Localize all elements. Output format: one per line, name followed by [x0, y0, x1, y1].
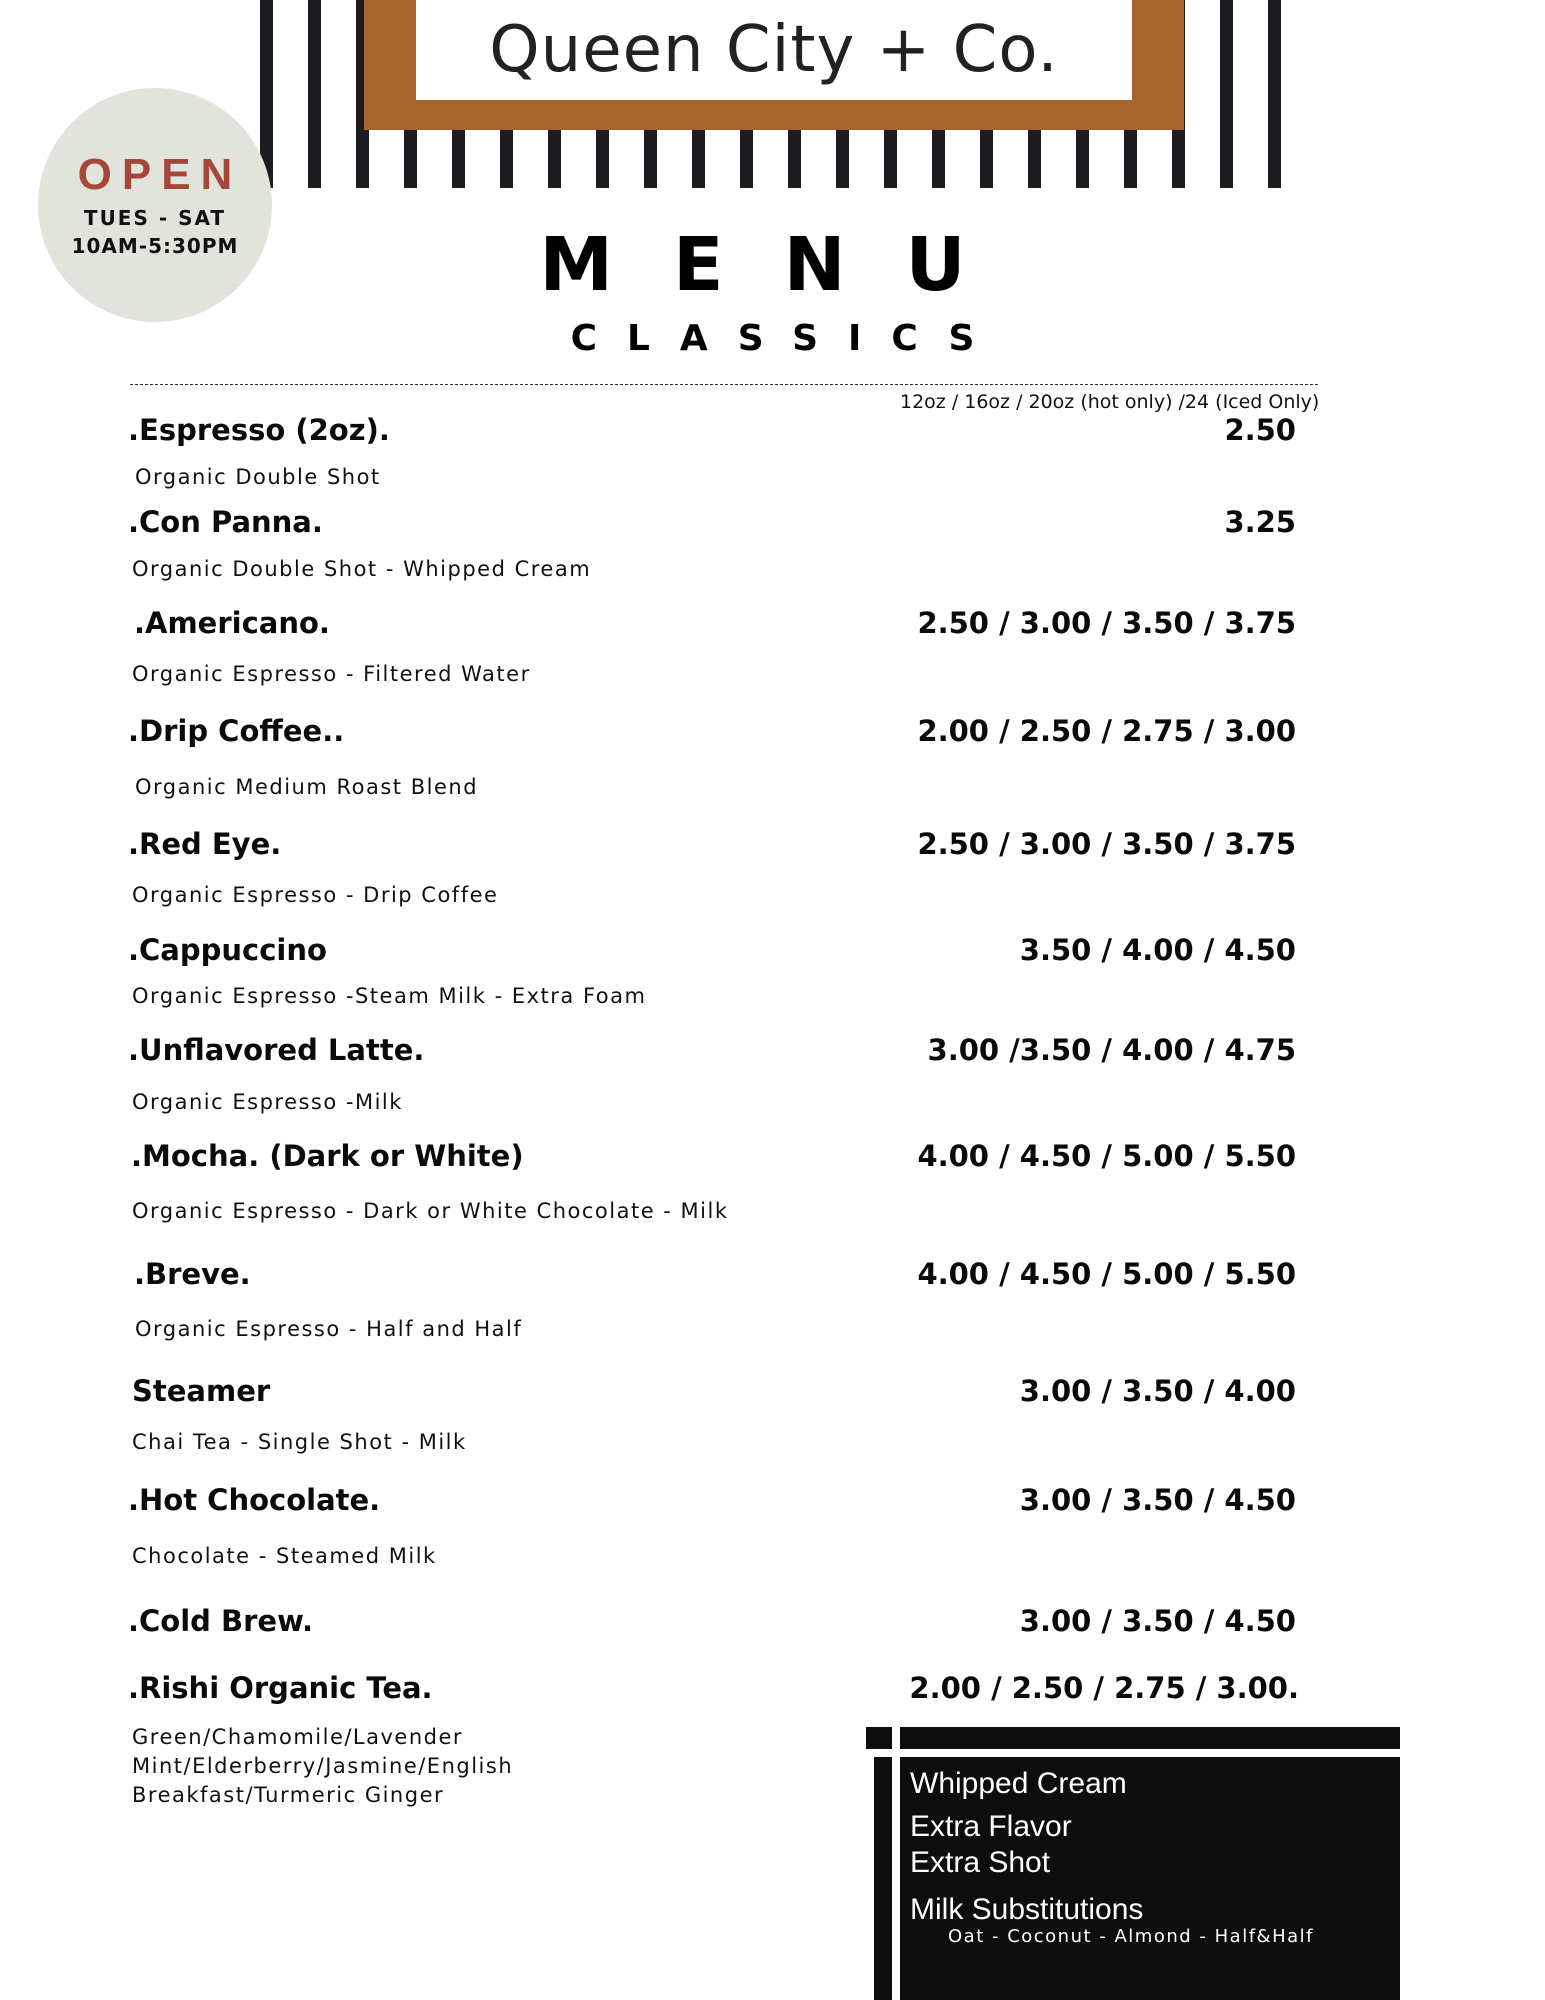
board-side-bar: [874, 1757, 892, 2000]
menu-item-name: Steamer: [132, 1374, 271, 1408]
menu-item-description: Organic Espresso - Dark or White Chocolate - Milk: [132, 1199, 729, 1223]
addon-name: Milk Substitutions: [910, 1893, 1144, 1926]
board-corner: [866, 1727, 892, 1749]
brand-box: [416, 0, 1132, 100]
menu-item-description: Organic Medium Roast Blend: [135, 775, 479, 799]
open-status: OPEN: [77, 150, 243, 199]
menu-item-price: 3.50 / 4.00 / 4.50: [1019, 933, 1296, 967]
menu-item-name: .Cappuccino: [128, 933, 327, 967]
menu-item-name: .Hot Chocolate.: [128, 1483, 381, 1517]
menu-item-name: .Drip Coffee..: [128, 714, 345, 748]
addon-name: Whipped Cream: [910, 1767, 1127, 1800]
menu-item-price: 3.00 /3.50 / 4.00 / 4.75: [927, 1033, 1296, 1067]
section-divider: [130, 384, 1318, 385]
addon-price: .50: [1458, 1810, 1500, 1843]
menu-item-name: .Rishi Organic Tea.: [128, 1671, 433, 1705]
header-stripe: [308, 0, 321, 188]
menu-item-name: .Breve.: [134, 1257, 251, 1291]
tea-flavor-line: Breakfast/Turmeric Ginger: [132, 1783, 445, 1807]
addon-price: .50: [1458, 1767, 1500, 1800]
menu-item-name: .Espresso (2oz).: [128, 413, 390, 447]
menu-item-price: 3.25: [1224, 505, 1296, 539]
tea-flavor-line: Mint/Elderberry/Jasmine/English: [132, 1754, 514, 1778]
size-note: 12oz / 16oz / 20oz (hot only) /24 (Iced Only): [900, 391, 1320, 413]
brand-name: Queen City + Co.: [489, 13, 1059, 87]
brand-frame: [364, 0, 1184, 130]
menu-item-price: 4.00 / 4.50 / 5.00 / 5.50: [917, 1257, 1296, 1291]
menu-item-name: .Unflavored Latte.: [128, 1033, 425, 1067]
menu-item-name: .Con Panna.: [128, 505, 323, 539]
menu-item-name: .Red Eye.: [128, 827, 282, 861]
menu-item-price: 2.50: [1224, 413, 1296, 447]
addon-name: Extra Shot: [910, 1846, 1051, 1879]
menu-item-price: 3.00 / 3.50 / 4.50: [1019, 1483, 1296, 1517]
menu-item-description: Chocolate - Steamed Milk: [132, 1544, 437, 1568]
addon-price: .75: [1458, 1893, 1500, 1926]
menu-item-description: Organic Espresso - Half and Half: [135, 1317, 523, 1341]
tea-flavor-line: Green/Chamomile/Lavender: [132, 1725, 464, 1749]
menu-item-price: 3.00 / 3.50 / 4.00: [1019, 1374, 1296, 1408]
menu-item-description: Organic Espresso -Steam Milk - Extra Foam: [132, 984, 647, 1008]
milk-options: Oat - Coconut - Almond - Half&Half: [948, 1926, 1314, 1947]
section-title: CLASSICS: [570, 318, 1005, 359]
addon-name: Extra Flavor: [910, 1810, 1072, 1843]
menu-title: MENU: [539, 222, 1026, 308]
header-stripe: [1220, 0, 1233, 188]
menu-item-description: Organic Espresso - Drip Coffee: [132, 883, 499, 907]
menu-item-description: Chai Tea - Single Shot - Milk: [132, 1430, 467, 1454]
header-stripe: [1268, 0, 1281, 188]
menu-item-description: Organic Double Shot - Whipped Cream: [132, 557, 592, 581]
menu-item-name: .Mocha. (Dark or White): [131, 1139, 524, 1173]
menu-item-description: Organic Double Shot: [135, 465, 381, 489]
menu-item-price: 2.00 / 2.50 / 2.75 / 3.00.: [909, 1671, 1299, 1705]
menu-item-description: Organic Espresso - Filtered Water: [132, 662, 531, 686]
menu-item-price: 2.00 / 2.50 / 2.75 / 3.00: [917, 714, 1296, 748]
menu-item-name: .Cold Brew.: [128, 1604, 314, 1638]
menu-item-name: .Americano.: [134, 606, 330, 640]
menu-item-price: 2.50 / 3.00 / 3.50 / 3.75: [917, 827, 1296, 861]
board-top-bar: [900, 1727, 1400, 1749]
open-days: TUES - SAT: [83, 206, 227, 230]
menu-item-description: Organic Espresso -Milk: [132, 1090, 403, 1114]
menu-item-price: 3.00 / 3.50 / 4.50: [1019, 1604, 1296, 1638]
addon-price: .75: [1458, 1846, 1500, 1879]
menu-item-price: 2.50 / 3.00 / 3.50 / 3.75: [917, 606, 1296, 640]
menu-item-price: 4.00 / 4.50 / 5.00 / 5.50: [917, 1139, 1296, 1173]
tea-flavor-list: [132, 1723, 513, 1810]
open-time: 10AM-5:30PM: [71, 234, 239, 258]
